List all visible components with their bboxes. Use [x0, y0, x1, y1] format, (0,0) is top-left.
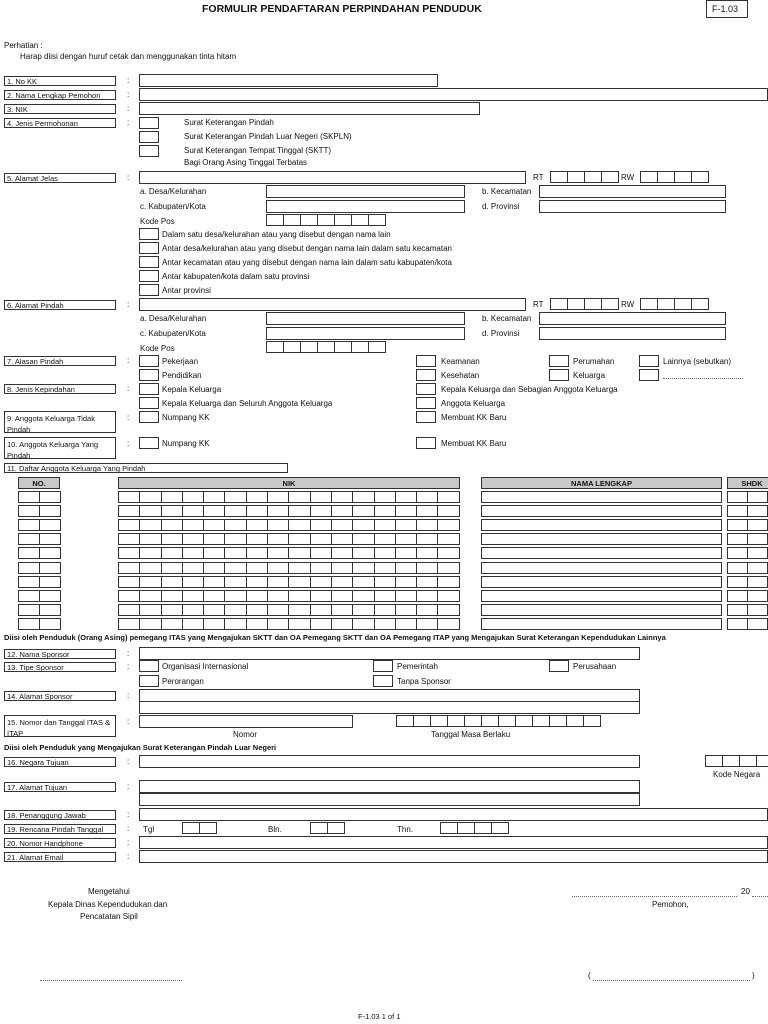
- alasan-lainnya: Lainnya (sebutkan): [663, 357, 732, 366]
- form-code: F-1.03: [712, 4, 739, 14]
- row-nik-cells[interactable]: [118, 505, 459, 517]
- checkbox-perorangan[interactable]: [139, 675, 159, 687]
- nama-sponsor-input[interactable]: [139, 647, 640, 660]
- option-skpln: Surat Keterangan Pindah Luar Negeri (SKPLN): [184, 132, 352, 141]
- label-jenis-permohonan: 4. Jenis Permohonan: [4, 118, 116, 128]
- bln-cells[interactable]: [310, 822, 344, 834]
- kodepos-cells[interactable]: [266, 214, 385, 226]
- table-row: [0, 590, 768, 602]
- table-header-shdk: SHDK: [727, 477, 768, 489]
- table-row: [0, 547, 768, 559]
- kepindahan-kk-sebagian: Kepala Keluarga dan Sebagian Anggota Keluarga: [441, 385, 618, 394]
- kecamatan-label: b. Kecamatan: [482, 187, 532, 196]
- tahun-line[interactable]: [752, 896, 768, 897]
- table-row: [0, 533, 768, 545]
- row-nama-input[interactable]: [481, 533, 722, 545]
- nama-pemohon-input[interactable]: [139, 88, 768, 101]
- row-shdk-cells[interactable]: [727, 576, 767, 588]
- klas-3: Antar kecamatan atau yang disebut dengan nama lain dalam satu kabupaten/kota: [162, 258, 452, 267]
- form-title: FORMULIR PENDAFTARAN PERPINDAHAN PENDUDUK: [202, 3, 482, 15]
- kepindahan-kk: Kepala Keluarga: [162, 385, 222, 394]
- option-sk-pindah: Surat Keterangan Pindah: [184, 118, 274, 127]
- row-nama-input[interactable]: [481, 590, 722, 602]
- checkbox-kk-baru-10[interactable]: [416, 437, 436, 449]
- checkbox-perusahaan[interactable]: [549, 660, 569, 672]
- option-sktt-note: Bagi Orang Asing Tinggal Terbatas: [184, 158, 308, 167]
- numpang-kk-10: Numpang KK: [162, 439, 210, 448]
- row-nik-cells[interactable]: [118, 604, 459, 616]
- checkbox-keamanan[interactable]: [416, 355, 436, 367]
- desa-input[interactable]: [266, 185, 465, 198]
- row-no-cells[interactable]: [18, 576, 60, 588]
- table-header-no: NO.: [18, 477, 60, 489]
- checkbox-perumahan[interactable]: [549, 355, 569, 367]
- label-no-kk: 1. No KK: [4, 76, 116, 86]
- desa-pindah-label: a. Desa/Kelurahan: [140, 314, 207, 323]
- kecamatan-pindah-input[interactable]: [539, 312, 726, 325]
- label-rencana-pindah: 19. Rencana Pindah Tanggal: [4, 824, 116, 834]
- checkbox-lainnya-isian[interactable]: [639, 369, 659, 381]
- label-box-tidak-pindah: [4, 411, 116, 433]
- row-nama-input[interactable]: [481, 491, 722, 503]
- label-nama-pemohon: 2. Nama Lengkap Pemohon: [4, 90, 116, 100]
- row-no-cells[interactable]: [18, 491, 60, 503]
- kepala-dinas-label: Kepala Dinas Kependudukan dan: [48, 900, 168, 909]
- alasan-kesehatan: Kesehatan: [441, 371, 480, 380]
- table-row: [0, 604, 768, 616]
- kode-negara-cells[interactable]: [705, 755, 768, 767]
- provinsi-pindah-input[interactable]: [539, 327, 726, 340]
- alasan-pendidikan: Pendidikan: [162, 371, 202, 380]
- rt-pindah-label: RT: [533, 300, 544, 309]
- row-no-cells[interactable]: [18, 618, 60, 630]
- checkbox-sktt[interactable]: [139, 145, 159, 157]
- alasan-keamanan: Keamanan: [441, 357, 480, 366]
- row-no-cells[interactable]: [18, 547, 60, 559]
- kecamatan-pindah-label: b. Kecamatan: [482, 314, 532, 323]
- row-no-cells[interactable]: [18, 562, 60, 574]
- lainnya-dotted-line[interactable]: [663, 378, 743, 379]
- klas-5: Antar provinsi: [162, 286, 211, 295]
- label-tipe-sponsor: 13. Tipe Sponsor: [4, 662, 116, 672]
- row-nik-cells[interactable]: [118, 547, 459, 559]
- row-nik-cells[interactable]: [118, 590, 459, 602]
- kode-negara-label: Kode Negara: [713, 770, 761, 779]
- alasan-keluarga: Keluarga: [573, 371, 606, 380]
- row-nik-cells[interactable]: [118, 519, 459, 531]
- row-shdk-cells[interactable]: [727, 604, 767, 616]
- checkbox-kepala-keluarga[interactable]: [139, 383, 159, 395]
- checkbox-skpln[interactable]: [139, 131, 159, 143]
- label-alamat-sponsor: 14. Alamat Sponsor: [4, 691, 116, 701]
- checkbox-kesehatan[interactable]: [416, 369, 436, 381]
- klas-2: Antar desa/kelurahan atau yang disebut dengan nama lain dalam satu kecamatan: [162, 244, 452, 253]
- row-nik-cells[interactable]: [118, 576, 459, 588]
- numpang-kk-9: Numpang KK: [162, 413, 210, 422]
- kab-label: c. Kabupaten/Kota: [140, 202, 206, 211]
- row-shdk-cells[interactable]: [727, 562, 767, 574]
- checkbox-numpang-kk-10[interactable]: [139, 437, 159, 449]
- label-itas-itap: 15. Nomor dan Tanggal ITAS & ITAP: [7, 718, 111, 738]
- table-row: [0, 491, 768, 503]
- mengetahui-label: Mengetahui: [88, 887, 130, 896]
- pencatatan-sipil-label: Pencatatan Sipil: [80, 912, 138, 921]
- kodepos-pindah-label: Kode Pos: [140, 344, 175, 353]
- thn-label: Thn.: [397, 825, 414, 834]
- penanggung-jawab-input[interactable]: [139, 808, 768, 821]
- pemohon-bracket-open: (: [588, 971, 591, 980]
- checkbox-pemerintah[interactable]: [373, 660, 393, 672]
- tempat-tanggal-line[interactable]: [572, 896, 737, 897]
- kk-baru-10: Membuat KK Baru: [441, 439, 507, 448]
- alasan-pekerjaan: Pekerjaan: [162, 357, 199, 366]
- notice-title: Perhatian :: [4, 41, 43, 50]
- row-nik-cells[interactable]: [118, 562, 459, 574]
- checkbox-lainnya[interactable]: [639, 355, 659, 367]
- negara-tujuan-input[interactable]: [139, 755, 640, 768]
- checkbox-pekerjaan[interactable]: [139, 355, 159, 367]
- checkbox-sk-pindah[interactable]: [139, 117, 159, 129]
- alamat-tujuan-input-1[interactable]: [139, 780, 640, 793]
- checkbox-klas-2[interactable]: [139, 242, 159, 254]
- nomor-itas-input[interactable]: [139, 715, 353, 728]
- row-shdk-cells[interactable]: [727, 590, 767, 602]
- kecamatan-input[interactable]: [539, 185, 726, 198]
- kk-baru-9: Membuat KK Baru: [441, 413, 507, 422]
- alamat-jelas-input[interactable]: [139, 171, 526, 184]
- table-header-nama: NAMA LENGKAP: [481, 477, 722, 489]
- rt-cells[interactable]: [550, 171, 618, 183]
- label-alamat-tujuan: 17. Alamat Tujuan: [4, 782, 116, 792]
- label-anggota-tidak-pindah: 9. Anggota Keluarga Tidak Pindah: [7, 414, 95, 434]
- row-shdk-cells[interactable]: [727, 491, 767, 503]
- form-code-box: [706, 0, 748, 18]
- nomor-hp-input[interactable]: [139, 836, 768, 849]
- alamat-sponsor-input-2[interactable]: [139, 701, 640, 714]
- kodepos-pindah-cells[interactable]: [266, 341, 385, 353]
- rw-pindah-cells[interactable]: [640, 298, 708, 310]
- orang-asing-note: Diisi oleh Penduduk (Orang Asing) pemegang ITAS yang Mengajukan SKTT dan OA Pemegang SKTT dan OA Pemegang ITAP yang Mengajukan Surat Keterangan Kependudukan Lainnya: [4, 633, 666, 642]
- label-daftar-anggota: 11. Daftar Anggota Keluarga Yang Pindah: [4, 463, 288, 473]
- checkbox-klas-3[interactable]: [139, 256, 159, 268]
- checkbox-klas-5[interactable]: [139, 284, 159, 296]
- pemohon-sign-line[interactable]: [593, 980, 750, 981]
- alamat-tujuan-input-2[interactable]: [139, 793, 640, 806]
- label-alamat-email: 21. Alamat Email: [4, 852, 116, 862]
- alamat-email-input[interactable]: [139, 850, 768, 863]
- provinsi-pindah-label: d. Provinsi: [482, 329, 520, 338]
- desa-pindah-input[interactable]: [266, 312, 465, 325]
- row-shdk-cells[interactable]: [727, 519, 767, 531]
- option-sktt: Surat Keterangan Tempat Tinggal (SKTT): [184, 146, 332, 155]
- row-nama-input[interactable]: [481, 576, 722, 588]
- row-nik-cells[interactable]: [118, 618, 459, 630]
- label-nomor-hp: 20. Nomor Handphone: [4, 838, 116, 848]
- rw-pindah-label: RW: [621, 300, 635, 309]
- sponsor-perorangan: Perorangan: [162, 677, 204, 686]
- tanggal-berlaku-cells[interactable]: [396, 715, 600, 727]
- provinsi-input[interactable]: [539, 200, 726, 213]
- no-kk-input[interactable]: [139, 74, 438, 87]
- row-shdk-cells[interactable]: [727, 533, 767, 545]
- row-nik-cells[interactable]: [118, 491, 459, 503]
- tgl-label: Tgl: [143, 825, 155, 834]
- bln-label: Bln.: [268, 825, 282, 834]
- tgl-cells[interactable]: [182, 822, 216, 834]
- row-shdk-cells[interactable]: [727, 547, 767, 559]
- row-nama-input[interactable]: [481, 505, 722, 517]
- pemohon-label: Pemohon,: [652, 900, 689, 909]
- nomor-label: Nomor: [233, 730, 258, 739]
- checkbox-pendidikan[interactable]: [139, 369, 159, 381]
- rt-label: RT: [533, 173, 544, 182]
- kepala-dinas-sign-line[interactable]: [40, 980, 182, 981]
- label-nama-sponsor: 12. Nama Sponsor: [4, 649, 116, 659]
- row-shdk-cells[interactable]: [727, 618, 767, 630]
- checkbox-klas-4[interactable]: [139, 270, 159, 282]
- row-no-cells[interactable]: [18, 604, 60, 616]
- label-nik: 3. NIK: [4, 104, 116, 114]
- alasan-perumahan: Perumahan: [573, 357, 615, 366]
- label-penanggung-jawab: 18. Penanggung Jawab: [4, 810, 116, 820]
- pemohon-bracket-close: ): [752, 971, 755, 980]
- nik-input[interactable]: [139, 102, 480, 115]
- table-row: [0, 519, 768, 531]
- tahun-label: 20: [741, 887, 750, 896]
- provinsi-label: d. Provinsi: [482, 202, 520, 211]
- tanggal-berlaku-label: Tanggal Masa Berlaku: [431, 730, 511, 739]
- row-nama-input[interactable]: [481, 547, 722, 559]
- checkbox-kk-seluruh[interactable]: [139, 397, 159, 409]
- table-header-nik: NIK: [118, 477, 460, 489]
- sponsor-perusahaan: Perusahaan: [573, 662, 617, 671]
- label-alasan-pindah: 7. Alasan Pindah: [4, 356, 116, 366]
- kepindahan-kk-seluruh: Kepala Keluarga dan Seluruh Anggota Keluarga: [162, 399, 333, 408]
- label-box-yang-pindah: [4, 437, 116, 459]
- checkbox-anggota-keluarga[interactable]: [416, 397, 436, 409]
- rw-cells[interactable]: [640, 171, 708, 183]
- kepindahan-anggota: Anggota Keluarga: [441, 399, 506, 408]
- row-shdk-cells[interactable]: [727, 505, 767, 517]
- checkbox-tanpa-sponsor[interactable]: [373, 675, 393, 687]
- checkbox-numpang-kk-9[interactable]: [139, 411, 159, 423]
- label-box-itas: [4, 715, 116, 737]
- row-no-cells[interactable]: [18, 533, 60, 545]
- label-anggota-yang-pindah: 10. Anggota Keluarga Yang Pindah: [7, 440, 99, 460]
- page-footer: F-1.03 1 of 1: [358, 1012, 401, 1021]
- table-row: [0, 576, 768, 588]
- label-alamat-pindah: 6. Alamat Pindah: [4, 300, 116, 310]
- notice-text: Harap diisi dengan huruf cetak dan menggunakan tinta hitam: [20, 52, 237, 61]
- table-row: [0, 562, 768, 574]
- checkbox-klas-1[interactable]: [139, 228, 159, 240]
- rt-pindah-cells[interactable]: [550, 298, 618, 310]
- table-row: [0, 505, 768, 517]
- rw-label: RW: [621, 173, 635, 182]
- sponsor-tanpa: Tanpa Sponsor: [397, 677, 451, 686]
- desa-label: a. Desa/Kelurahan: [140, 187, 207, 196]
- row-nik-cells[interactable]: [118, 533, 459, 545]
- row-nama-input[interactable]: [481, 618, 722, 630]
- kodepos-label: Kode Pos: [140, 217, 175, 226]
- table-row: [0, 618, 768, 630]
- row-nama-input[interactable]: [481, 562, 722, 574]
- checkbox-keluarga[interactable]: [549, 369, 569, 381]
- row-nama-input[interactable]: [481, 604, 722, 616]
- thn-cells[interactable]: [440, 822, 508, 834]
- kab-input[interactable]: [266, 200, 465, 213]
- alamat-pindah-input[interactable]: [139, 298, 526, 311]
- luar-negeri-note: Diisi oleh Penduduk yang Mengajukan Surat Keterangan Pindah Luar Negeri: [4, 743, 277, 752]
- label-jenis-kepindahan: 8. Jenis Kepindahan: [4, 384, 116, 394]
- row-no-cells[interactable]: [18, 590, 60, 602]
- kab-pindah-label: c. Kabupaten/Kota: [140, 329, 206, 338]
- sponsor-org-internasional: Organisasi Internasional: [162, 662, 249, 671]
- klas-4: Antar kabupaten/kota dalam satu provinsi: [162, 272, 310, 281]
- klas-1: Dalam satu desa/kelurahan atau yang disebut dengan nama lain: [162, 230, 391, 239]
- label-negara-tujuan: 16. Negara Tujuan: [4, 757, 116, 767]
- row-no-cells[interactable]: [18, 505, 60, 517]
- checkbox-org-internasional[interactable]: [139, 660, 159, 672]
- label-alamat-jelas: 5. Alamat Jelas: [4, 173, 116, 183]
- sponsor-pemerintah: Pemerintah: [397, 662, 438, 671]
- row-no-cells[interactable]: [18, 519, 60, 531]
- kab-pindah-input[interactable]: [266, 327, 465, 340]
- row-nama-input[interactable]: [481, 519, 722, 531]
- checkbox-kk-sebagian[interactable]: [416, 383, 436, 395]
- checkbox-kk-baru-9[interactable]: [416, 411, 436, 423]
